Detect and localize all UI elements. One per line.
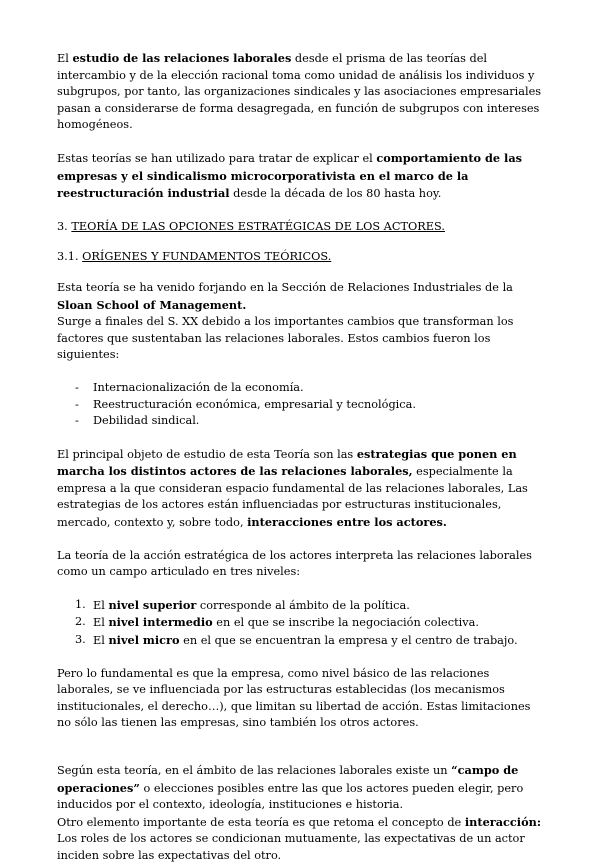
document-page: [57, 50, 545, 865]
paragraph-company: Pero lo fundamental es que la empresa, como nivel básico de las relaciones laborales, se ve influenciada por las estructuras establecidas (los mecanismos institucionales, el derecho…), que limitan su libertad de acción. Estas limitaciones no sólo las tienen las empresas, sino también los otros actores.: [57, 666, 531, 730]
bold-term: interacciones entre los actores.: [247, 515, 447, 530]
list-item: - Reestructuración económica, empresarial y tecnológica.: [57, 397, 545, 414]
paragraph-intro: El estudio de las relaciones laborales desde el prisma de las teorías del intercambio y de la elección racional toma como unidad de análisis los individuos y subgrupos, por tanto, las organizaciones sindicales y las asociaciones empresariales pasan a considerarse de forma desagregada, en función de subgrupos con intereses homogéneos.: [57, 51, 542, 132]
section-heading-3: 3. TEORÍA DE LAS OPCIONES ESTRATÉGICAS DE LOS ACTORES.: [57, 219, 445, 233]
paragraph-theories: Estas teorías se han utilizado para tratar de explicar el comportamiento de las empresas y el sindicalismo microcorporativista en el marco de la reestructuración industrial desde la década de los 80 hasta hoy.: [57, 150, 523, 201]
list-item: 3. El nivel micro en el que se encuentran la empresa y el centro de trabajo.: [75, 633, 518, 648]
list-item: - Debilidad sindical.: [57, 413, 545, 430]
paragraph-origins: Esta teoría se ha venido forjando en la Sección de Relaciones Industriales de la Sloan School of Management. Surge a finales del S. XX debido a los importantes cambios que transforman los factores que sustentaban las relaciones laborales. Estos cambios fueron los siguientes:: [57, 280, 514, 362]
list-item: - Internacionalización de la economía.: [57, 380, 545, 397]
list-item: 1. El nivel superior corresponde al ámbito de la política.: [75, 597, 410, 612]
bold-term: estrategias que ponen en marcha los distintos actores de las relaciones laborales,: [57, 446, 517, 479]
list-item: 2. El nivel intermedio en el que se inscribe la negociación colectiva.: [75, 615, 479, 630]
section-heading-3-1: 3.1. ORÍGENES Y FUNDAMENTOS TEÓRICOS.: [57, 250, 332, 264]
paragraph-object-of-study: El principal objeto de estudio de esta Teoría son las estrategias que ponen en marcha los distintos actores de las relaciones laborales, especialmente la empresa a la que consideran espacio fundamental de las relaciones laborales, Las estrategias de los actores están influenciadas por estructuras institucionales, mercado, contexto y, sobre todo, interacciones entre los actores.: [57, 446, 528, 530]
bold-term: comportamiento de las empresas y el sindicalismo microcorporativista en el marco de la reestructuración industrial: [57, 150, 523, 201]
paragraph-levels-intro: La teoría de la acción estratégica de los actores interpreta las relaciones laborales como un campo articulado en tres niveles:: [57, 548, 532, 579]
levels-list: [57, 597, 545, 650]
paragraph-field-of-operations: Según esta teoría, en el ámbito de las relaciones laborales existe un “campo de operaciones” o elecciones posibles entre las que los actores pueden elegir, pero inducidos por el contexto, ideología, instituciones e historia. Otro elemento importante de esta teoría es que retoma el concepto de interacción: Los roles de los actores se condicionan mutuamente, las expectativas de un actor inciden sobre las expectativas del otro.: [57, 763, 541, 862]
bold-term: interacción:: [464, 814, 541, 829]
changes-list: [57, 380, 545, 430]
bold-term: Sloan School of Management.: [57, 297, 247, 312]
bold-term: “campo de operaciones”: [57, 763, 519, 795]
bold-term: estudio de las relaciones laborales: [72, 51, 292, 65]
